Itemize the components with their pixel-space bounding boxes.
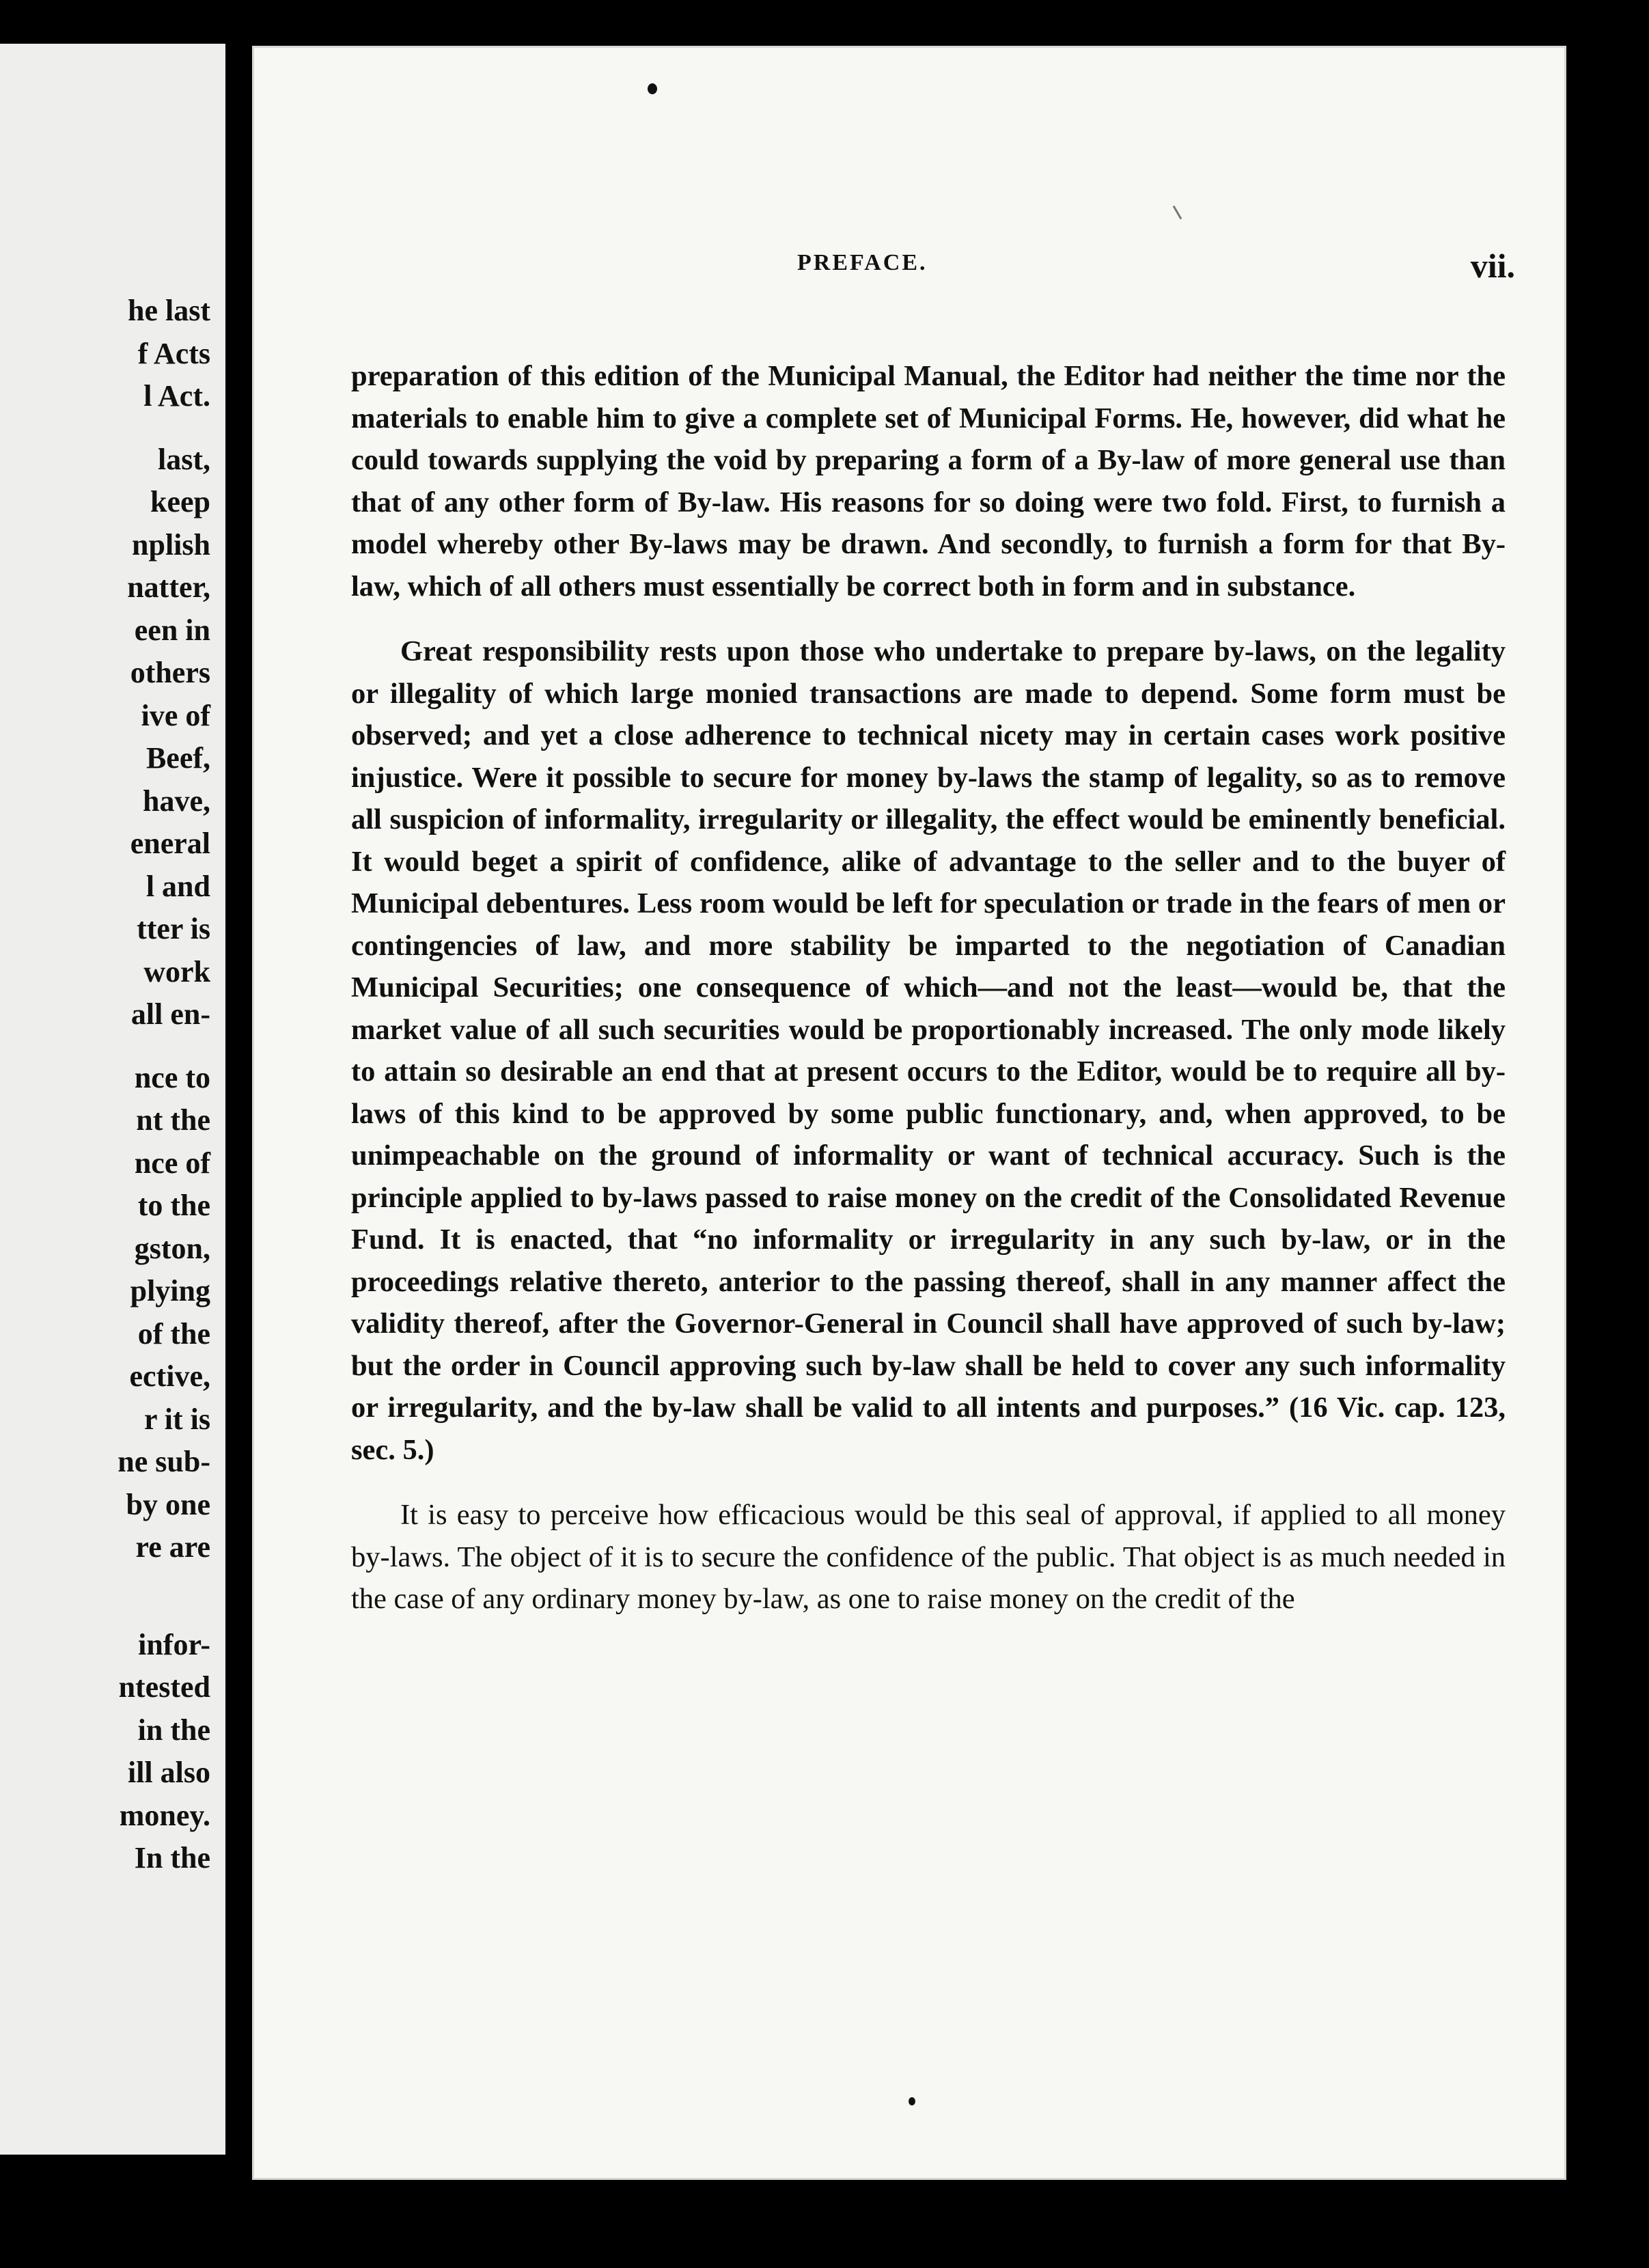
left-line: l Act. bbox=[143, 379, 210, 413]
left-line: r it is bbox=[144, 1402, 210, 1436]
left-line: tter is bbox=[137, 912, 210, 945]
ink-speck bbox=[648, 83, 657, 94]
facing-page-text-fragments bbox=[5, 290, 210, 1880]
left-line: ne sub- bbox=[117, 1445, 210, 1478]
left-line: in the bbox=[137, 1713, 210, 1747]
left-line: een in bbox=[134, 613, 210, 647]
left-line: nplish bbox=[132, 527, 210, 562]
left-line: plying bbox=[130, 1274, 210, 1308]
paragraph-2: Great responsibility rests upon those who undertake to prepare by-laws, on the legality or illegality of which large monied transactions are made to depend. Some form must be observed; and yet a close adherence to technical nicety may in certain cases work positive injustice. Were it possible to secure for money by-laws the stamp of legality, so as to remove all suspicion of informality, irregularity or illegality, the effect would be eminently beneficial. It would beget a spirit of confidence, alike of advantage to the seller and to the buyer of Municipal debentures. Less room would be left for speculation or trade in the fears of men or contingencies of law, and more stability be imparted to the negotiation of Canadian Municipal Securities; one consequence of which—and not the least—would be, that the market value of all such securities would be proportionably increased. The only mode likely to attain so desirable an end that at present occurs to the Editor, would be to require all by-laws of this kind to be approved by some public functionary, and, when approved, to be unimpeachable on the ground of informality or want of technical accuracy. Such is the principle applied to by-laws passed to raise money on the credit of the Consolidated Revenue Fund. It is enacted, that “no informality or irregularity in any such by-law, or in the proceedings relative thereto, anterior to the passing thereof, shall in any manner affect the validity thereof, after the Governor-General in Council shall have approved of such by-law; but the order in Council approving such by-law shall be held to cover any such informality or irregularity, and the by-law shall be valid to all intents and purposes.” (16 Vic. cap. 123, sec. 5.) bbox=[351, 635, 1506, 1466]
scratch-mark bbox=[1173, 206, 1182, 220]
left-line: ive of bbox=[141, 698, 210, 732]
left-line: have, bbox=[143, 784, 210, 818]
left-line: gston, bbox=[134, 1231, 210, 1265]
left-line: infor- bbox=[138, 1627, 210, 1661]
left-line: l and bbox=[146, 869, 210, 903]
left-line: nce to bbox=[134, 1060, 210, 1094]
left-line: others bbox=[130, 656, 210, 689]
left-line: he last bbox=[128, 294, 210, 327]
page-header bbox=[254, 246, 1564, 287]
left-line: work bbox=[143, 954, 210, 988]
left-line: ective, bbox=[129, 1359, 210, 1393]
ink-speck bbox=[909, 2097, 915, 2105]
left-line: Beef, bbox=[146, 741, 210, 775]
left-line: f Acts bbox=[137, 336, 210, 370]
left-line: of the bbox=[137, 1316, 210, 1351]
running-head: PREFACE. bbox=[797, 250, 928, 275]
left-line: re are bbox=[135, 1530, 210, 1564]
left-line: ill also bbox=[127, 1756, 210, 1789]
left-line: nt the bbox=[136, 1103, 210, 1137]
paragraph-1: preparation of this edition of the Municipal Manual, the Editor had neither the time nor the materials to enable him to give a complete set of Municipal Forms. He, however, did what he could towards supplying the void by preparing a form of a By-law of more general use than that of any other form of By-law. His reasons for so doing were two fold. First, to furnish a model whereby other By-laws may be drawn. And secondly, to furnish a form for that By-law, which of all others must essentially be correct both in form and in substance. bbox=[351, 360, 1506, 603]
left-line: nce of bbox=[134, 1146, 210, 1180]
left-line: last, bbox=[158, 442, 210, 476]
left-line: ntested bbox=[118, 1670, 210, 1704]
facing-page-left bbox=[0, 44, 225, 2155]
book-page bbox=[254, 48, 1564, 2178]
left-line: In the bbox=[134, 1841, 210, 1875]
left-line: by one bbox=[126, 1487, 210, 1521]
left-line: eneral bbox=[130, 827, 210, 860]
page-body bbox=[351, 355, 1506, 1644]
left-line: keep bbox=[150, 485, 210, 518]
left-line: natter, bbox=[127, 570, 210, 604]
page-number: vii. bbox=[1470, 247, 1515, 285]
paragraph-3: It is easy to perceive how efficacious would be this seal of approval, if applied to all money by-laws. The object of it is to secure the confidence of the public. That object is as much needed in the case of any ordinary money by-law, as one to raise money on the credit of the bbox=[351, 1499, 1506, 1615]
left-line: money. bbox=[119, 1798, 210, 1832]
left-line: all en- bbox=[130, 997, 210, 1031]
left-line: to the bbox=[137, 1189, 210, 1222]
